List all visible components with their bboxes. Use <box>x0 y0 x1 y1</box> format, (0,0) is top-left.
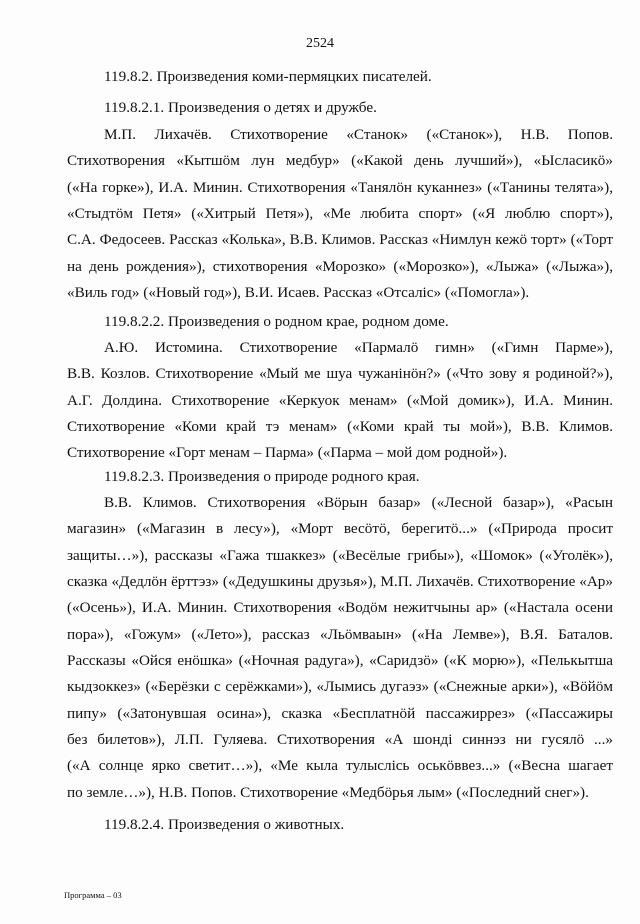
text-line: М.П. Лихачёв. Стихотворение «Станок» («Станок»), Н.В. Попов. <box>104 126 613 143</box>
paragraph-native-land <box>67 335 613 467</box>
text-line: «Виль год» («Новый год»), В.И. Исаев. Рассказ «Отсаліс» («Помогла»). <box>67 284 530 302</box>
text-line: («А солнце ярко светит…»), «Ме кыла тулыслісь оськӧввез...» («Весна шагает <box>67 757 613 775</box>
text-line: В.В. Козлов. Стихотворение «Мый ме шуа чужанінӧн?» («Что зову я родиной?»), <box>67 365 613 383</box>
text-line: А.Ю. Истомина. Стихотворение «Пармалӧ гимн» («Гимн Парме»), <box>104 339 613 356</box>
text-line: сказка «Дедлӧн ёрттэз» («Дедушкины друзья»), М.П. Лихачёв. Стихотворение «Ар» <box>67 573 613 591</box>
text-line: Стихотворение «Горт менам – Парма» («Парма – мой дом родной»). <box>67 444 508 462</box>
page-number: 2524 <box>306 36 334 51</box>
text-line: магазин» («Магазин в лесу»), «Морт весӧтӧ, берегитӧ...» («Природа просит <box>67 520 613 538</box>
text-line: Стихотворение «Коми край тэ менам» («Коми край ты мой»), В.В. Климов. <box>67 418 613 436</box>
section-heading-119-8-2: 119.8.2. Произведения коми-пермяцких писателей. <box>104 68 432 85</box>
text-line: по земле…»), Н.В. Попов. Стихотворение «Медбӧрья лым» («Последний снег»). <box>67 783 589 801</box>
text-line: («На горке»), И.А. Минин. Стихотворения «Танялӧн куканнез» («Танины телята»), <box>67 178 613 196</box>
text-line: кыдзоккез» («Берёзки с серёжками»), «Лымись дугаэз» («Снежные арки»), «Вӧйӧм <box>67 678 613 696</box>
text-line: защиты…»), рассказы «Гажа тшаккез» («Весёлые грибы»), «Шомок» («Уголёк»), <box>67 546 613 564</box>
text-line: без билетов»), Л.П. Гуляева. Стихотворения «А шонді синнэз ни гусялӧ ...» <box>67 731 613 749</box>
section-heading-119-8-2-2: 119.8.2.2. Произведения о родном крае, родном доме. <box>104 313 449 330</box>
text-line: пора»), «Гожум» («Лето»), рассказ «Льӧмваын» («На Лемве»), В.Я. Баталов. <box>67 625 613 643</box>
text-line: на день рождения»), стихотворения «Морозко» («Морозко»), «Лыжа» («Лыжа»), <box>67 257 613 275</box>
text-line: Стихотворения «Кытшӧм лун медбур» («Какой день лучший»), «Ыcласикӧ» <box>67 152 613 170</box>
section-heading-119-8-2-3: 119.8.2.3. Произведения о природе родного края. <box>104 468 420 485</box>
text-line: «Стыдтӧм Петя» («Хитрый Петя»), «Ме любита спорт» («Я люблю спорт»), <box>67 205 613 223</box>
section-heading-119-8-2-1: 119.8.2.1. Произведения о детях и дружбе. <box>104 99 377 116</box>
paragraph-children-friendship <box>67 122 613 306</box>
text-line: («Осень»), И.А. Минин. Стихотворения «Водӧм нежитчыны ар» («Настала осени <box>67 599 613 617</box>
page-footer: Программа – 03 <box>64 890 122 900</box>
text-line: В.В. Климов. Стихотворения «Вӧрын базар» («Лесной базар»), «Расын <box>104 494 613 511</box>
text-line: А.Г. Долдина. Стихотворение «Керкуок менам» («Мой домик»), И.А. Минин. <box>67 391 613 409</box>
paragraph-nature <box>67 490 613 806</box>
text-line: пипу» («Затонувшая осина»), сказка «Бесплатнӧй пассажиррез» («Пассажиры <box>67 704 613 722</box>
text-line: Рассказы «Ойся енӧшка» («Ночная радуга»), «Саридзӧ» («К морю»), «Пелькытша <box>67 652 613 670</box>
text-line: С.А. Федосеев. Рассказ «Колька», В.В. Климов. Рассказ «Нимлун кежӧ торт» («Торт <box>67 231 613 249</box>
section-heading-119-8-2-4: 119.8.2.4. Произведения о животных. <box>104 816 345 833</box>
